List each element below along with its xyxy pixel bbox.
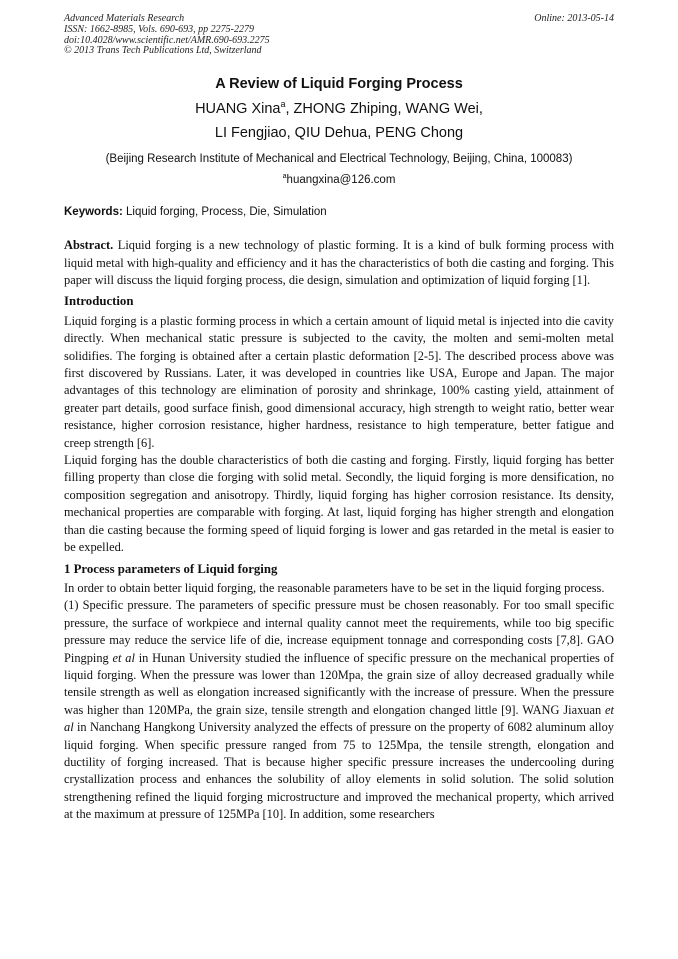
abstract-text: Liquid forging is a new technology of plastic forming. It is a kind of bulk forming process with liquid metal with high-quality and efficiency and it has the characteristics of both die casting and forging. This paper will discuss the liquid forging process, die design, simulation and optimization of liquid forging [1]. [64,238,614,287]
section-1-paragraph-2 [64,597,614,823]
section-1-text-a: (1) Specific pressure. The parameters of specific pressure must be chosen reasonably. For too small specific pressure, the surface of workpiece and internal quality cannot meet the requirements, while too big specific pressure may reduce the service life of die, increase equipment tonnage and corresponding costs [7,8]. GAO Pingping [64,598,614,665]
online-date: Online: 2013-05-14 [534,13,614,24]
email-address: huangxina@126.com [286,174,396,187]
et-al-1: et al [112,650,135,665]
author-line-2: LI Fengjiao, QIU Dehua, PENG Chong [214,125,464,142]
email-superscript: a [282,172,287,181]
et-al-2: et al [64,702,614,735]
author-line-1-rest: , ZHONG Zhiping, WANG Wei, [285,101,483,118]
author-line-1 [64,97,614,121]
paper-title: A Review of Liquid Forging Process [215,76,463,93]
journal-header [64,14,614,57]
doi-line: doi:10.4028/www.scientific.net/AMR.690-693.2275 [64,34,270,46]
keywords-label: Keywords: [64,206,123,219]
section-1-heading: 1 Process parameters of Liquid forging [64,561,278,576]
section-1-paragraph-1: In order to obtain better liquid forging, the reasonable parameters have to be set in the liquid forging process. [64,580,605,595]
journal-name: Advanced Materials Research [64,13,185,24]
author-email [64,172,614,188]
author-list [64,97,614,145]
author-superscript: a [280,99,286,110]
section-1-text-b: in Hunan University studied the influence of specific pressure on the mechanical properties of liquid forging. When the pressure was lower than 120Mpa, the grain size of alloy decreased gradually while tensile strength as well as elongation increased significantly with the increase of pressure. When the pressure was higher than 120MPa, the grain size, tensile strength and elongation changed little [9]. WANG Jiaxuan [64,650,614,717]
author-line-1-name: HUANG Xina [195,101,281,118]
issn-line: ISSN: 1662-8985, Vols. 690-693, pp 2275-2279 [64,23,254,35]
introduction-paragraph-1: Liquid forging is a plastic forming process in which a certain amount of liquid metal is injected into die cavity directly. When mechanical static pressure is subjected to the cavity, the molten and semi-molten metal solidifies. The forging is obtained after a certain plastic deformation [2-5]. The described process above was first discovered by Russians. Later, it was developed in countries like USA, Europe and Japan. The major advantages of this technology are elimination of porosity and shrinkage, 100% casting yield, attainment of greater part details, good surface finish, good dimensional accuracy, high strength to weight ratio, better wear resistance, higher corrosion resistance, higher hardness, resistance to high temperature, better fatigue and creep strength [6]. [64,313,614,450]
section-1-text-c: in Nanchang Hangkong University analyzed the effects of pressure on the property of 6082 aluminum alloy liquid forging. When specific pressure ranged from 75 to 125Mpa, the tensile strength, elongation and ductility of forging increased. That is because higher specific pressure increases the undercooling during crystallization process and enhances the solubility of alloy elements in solid solution. The solid solution strengthening refined the liquid forging microstructure and improved the mechanical property, which arrived at the maximum at pressure of 125MPa [10]. In addition, some researchers [64,720,614,822]
abstract [64,237,614,289]
copyright-line: © 2013 Trans Tech Publications Ltd, Switzerland [64,45,262,57]
introduction-heading: Introduction [64,294,134,309]
affiliation: (Beijing Research Institute of Mechanical and Electrical Technology, Beijing, China, 100083) [105,153,573,166]
introduction-paragraph-2: Liquid forging has the double characteristics of both die casting and forging. Firstly, liquid forging has better filling property than close die forging with solid metal. Secondly, the liquid forging is more densification, no composition segregation and anisotropy. Thirdly, liquid forging has higher corrosion resistance. Its density, mechanical properties are comparable with forging. At last, liquid forging has higher strength and elongation than die casting because the forming speed of liquid forging is lower and gas retarded in the metal is easier to be expelled. [64,453,614,555]
abstract-label: Abstract. [64,238,114,253]
keywords-text: Liquid forging, Process, Die, Simulation [122,206,327,219]
keywords [64,204,614,220]
